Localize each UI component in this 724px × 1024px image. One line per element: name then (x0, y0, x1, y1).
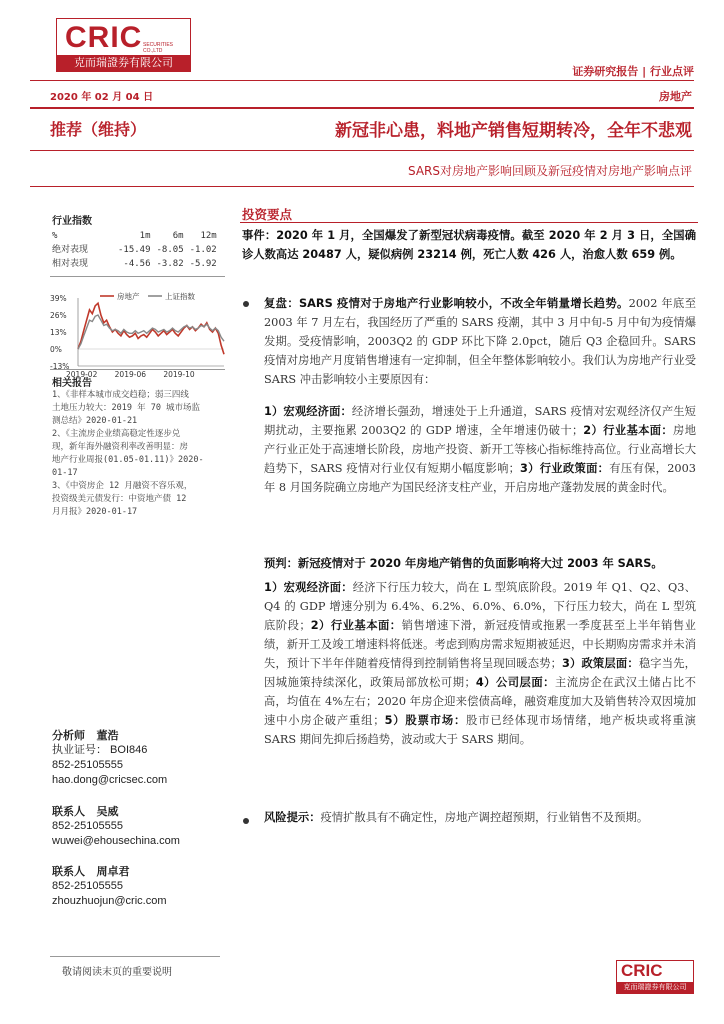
forecast-label: 4）公司层面： (475, 676, 555, 689)
legend-label: 房地产 (117, 292, 140, 301)
related-line: 3、《中资房企 12 月融资不容乐观， (52, 481, 193, 491)
forecast-text: 经济下行压力较大，尚在 L 型筑底阶段。2019 年 Q1、Q2、Q3、Q4 的 GDP 增速分别为 6.4%、6.2%、6.0%、6.0%，下行压力较大，尚在 L 型筑底阶段； (264, 581, 696, 632)
table-row (52, 258, 223, 272)
footer-logo (616, 960, 694, 994)
related-line: 01-17 (52, 468, 78, 478)
contact-phone: 852-25105555 (52, 820, 123, 832)
analyst-heading: 分析师 董浩 (52, 729, 119, 742)
related-line: 月月报》2020-01-17 (52, 507, 138, 517)
company-logo (56, 18, 191, 72)
report-date: 2020 年 02 月 04 日 (50, 92, 154, 103)
reasons-paragraph (264, 402, 696, 497)
row-label: 相对表现 (52, 259, 89, 269)
contact-phone: 852-25105555 (52, 880, 123, 892)
event-paragraph: 事件：2020 年 1 月，全国爆发了新型冠状病毒疫情。截至 2020 年 2 月 3 日，全国确诊人数高达 20487 人，疑似病例 23214 例，死亡人数 426 人，治愈人数 659 例。 (242, 229, 696, 261)
x-tick-label: 2019-06 (114, 370, 147, 379)
row-label: 绝对表现 (52, 245, 89, 255)
footer-logo-wordmark: CRIC (621, 961, 663, 980)
reason-text: 房地产行业正处于高速增长阶段，房地产投资、新开工等核心指标维持高位。行业高增长大趋势下，SARS 疫情对行业仅有短期小幅度影响； (264, 424, 696, 475)
cell: -4.56 (123, 259, 151, 269)
subtitle-divider (30, 186, 694, 187)
cell: -8.05 (156, 245, 184, 255)
logo-english-name: SECURITIES CO.,LTD (143, 42, 174, 54)
related-line: 土地压力较大：2019 年 70 城市场监 (52, 403, 201, 413)
report-type: 证券研究报告 | 行业点评 (572, 65, 694, 78)
forecast-text: 股市已经体现市场情绪，地产板块或将重演 SARS 期间先抑后扬趋势，波动或大于 SARS 期间。 (264, 714, 696, 746)
y-tick-label: 13% (50, 328, 67, 337)
table-header: 12m (200, 231, 217, 241)
header-divider (30, 80, 694, 81)
x-tick-label: 2019-10 (163, 370, 195, 379)
contact-email[interactable]: wuwei@ehousechina.com (52, 835, 180, 847)
review-text: 2002 年底至 2003 年 7 月左右，我国经历了严重的 SARS 疫潮，其中 3 月中旬-5 月中旬为疫情爆发期。受疫情影响，2003Q2 的 GDP 环比下降 2.0pct，随后 Q3 企稳回升。SARS 疫情对房地产月度销售增速有一定抑制，但全年整体影响较小。我们认为房地产行业受 SARS 冲击影响较小主要原因有： (264, 297, 696, 386)
sidebar-divider (50, 369, 225, 370)
forecast-text: 稳字当先，因城施策持续深化，政策局部放松可期； (264, 657, 696, 689)
cell: -15.49 (118, 245, 151, 255)
footer-logo-chinese: 克而瑞證券有限公司 (617, 982, 693, 993)
performance-table (52, 230, 223, 272)
y-tick-label: 39% (50, 294, 67, 303)
related-reports-title: 相关报告 (52, 378, 92, 389)
logo-chinese-name: 克而瑞證券有限公司 (57, 55, 190, 71)
logo-wordmark: CRIC (65, 21, 143, 54)
risk-paragraph (264, 808, 696, 827)
sector-label: 房地产 (659, 90, 692, 103)
related-line: 1、《非样本城市成交趋稳；弱三四线 (52, 390, 189, 400)
table-header: % (52, 231, 58, 241)
forecast-label: 5）股票市场： (384, 714, 467, 727)
title-divider (30, 107, 694, 109)
headline: 新冠非心患，料地产销售短期转冷，全年不悲观 (335, 121, 692, 141)
related-line: 现，新年海外融资利率改善明显：房 (52, 442, 189, 452)
analyst-cert: 执业证号： BOI846 (52, 744, 148, 756)
bullet (243, 818, 249, 824)
forecast-label: 3）政策层面： (561, 657, 639, 670)
reason-text: 经济增长强劲，增速处于上升通道，SARS 疫情对宏观经济仅产生短期扰动，主要拖累 2003Q2 的 GDP 增速，全年增速仍破十； (264, 405, 696, 437)
footer-divider (50, 956, 220, 957)
related-line: 地产行业周报(01.05-01.11)》2020- (52, 455, 204, 465)
sidebar-divider (50, 276, 225, 277)
y-tick-label: 26% (50, 311, 67, 320)
table-row (52, 244, 223, 258)
headline-divider (30, 150, 694, 151)
footer-note: 敬请阅读末页的重要说明 (62, 967, 172, 978)
related-line: 2、《主流房企业绩高稳定性逐步兑 (52, 429, 181, 439)
cell: -3.82 (156, 259, 184, 269)
related-line: 测总结》2020-01-21 (52, 416, 138, 426)
forecast-lead: 预判：新冠疫情对于 2020 年房地产销售的负面影响将大过 2003 年 SARS。 (264, 557, 663, 570)
forecast-label: 1）宏观经济面： (264, 581, 353, 594)
table-header: 1m (139, 231, 151, 241)
forecast-text: 主流房企在武汉土储占比不高，均值在 4%左右；2020 年房企迎来偿债高峰，融资难度加大及销售转冷双因境加速中小房企破产重组； (264, 676, 696, 727)
y-tick-label: 0% (50, 345, 62, 354)
table-header-row (52, 230, 223, 244)
reason-label: 3）行业政策面： (519, 462, 610, 475)
contact-block (52, 803, 180, 849)
subtitle: SARS对房地产影响回顾及新冠疫情对房地产影响点评 (407, 164, 692, 178)
reason-text: 有压有保，2003 年 8 月国务院确立房地产为国民经济支柱产业，开启房地产蓬勃发展的黄金时代。 (264, 462, 696, 494)
forecast-label: 2）行业基本面： (310, 619, 402, 632)
forecast-paragraph (264, 578, 696, 749)
cell: -1.02 (189, 245, 217, 255)
analyst-block (52, 727, 167, 788)
review-lead: 复盘：SARS 疫情对于房地产行业影响较小，不改全年销量增长趋势。 (264, 297, 629, 310)
section-title: 投资要点 (242, 207, 293, 222)
contact-block (52, 863, 167, 909)
analyst-phone: 852-25105555 (52, 759, 123, 771)
analyst-email[interactable]: hao.dong@cricsec.com (52, 774, 168, 786)
x-tick-label: 2019-02 (66, 370, 98, 379)
legend-label: 上证指数 (165, 292, 195, 301)
contact-heading: 联系人 吴威 (52, 805, 119, 818)
reason-label: 1）宏观经济面： (264, 405, 352, 418)
related-reports-list (52, 389, 232, 519)
rating: 推荐（维持） (50, 120, 147, 139)
related-line: 投资级美元债发行：中资地产债 12 (52, 494, 187, 504)
risk-text: 疫情扩散具有不确定性，房地产调控超预期，行业销售不及预期。 (320, 811, 649, 824)
reason-label: 2）行业基本面： (583, 424, 674, 437)
contact-email[interactable]: zhouzhuojun@cric.com (52, 895, 167, 907)
review-paragraph (264, 294, 696, 389)
forecast-text: 销售增速下滑，新冠疫情或拖累一季度甚至上半年销售业绩，新开工及竣工增速料将低迷。考虑到购房需求短期被延迟，中长期购房需求并未消失，预计下半年伴随着疫情得到控制销售将呈现回暖态势； (264, 619, 696, 670)
y-tick-label: -13% (50, 362, 70, 371)
industry-index-title: 行业指数 (52, 216, 92, 227)
contact-heading: 联系人 周卓君 (52, 865, 130, 878)
table-header: 6m (172, 231, 184, 241)
section-divider (240, 222, 698, 223)
risk-lead: 风险提示： (264, 811, 321, 824)
bullet (243, 301, 249, 307)
cell: -5.92 (189, 259, 217, 269)
